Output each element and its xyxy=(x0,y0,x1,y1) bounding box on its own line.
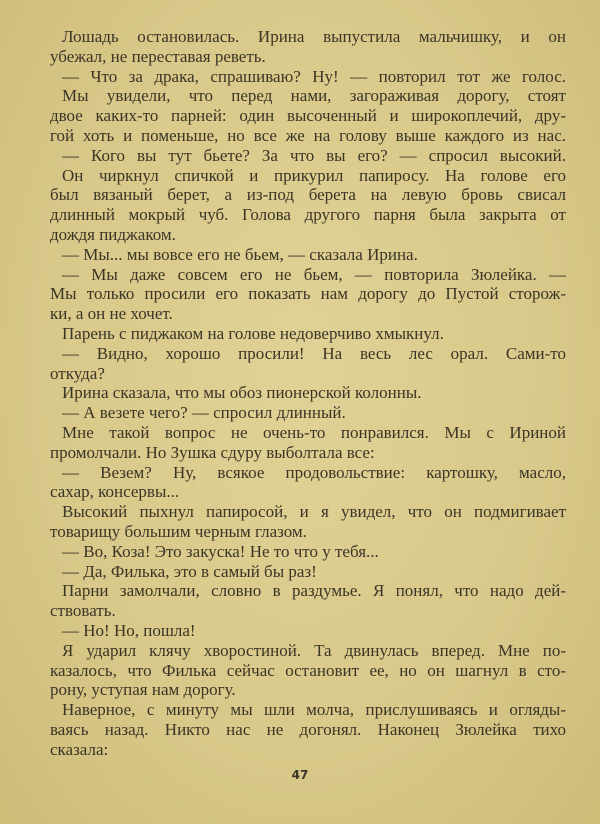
text-line: — Но! Но, пошла! xyxy=(62,620,196,640)
text-line: Мы только просили его показать нам дорогу до Пустой сторож- xyxy=(50,284,566,304)
text-line: Высокий пыхнул папиросой, и я увидел, что он подмигивает xyxy=(62,502,566,522)
text-line: Парень с пиджаком на голове недоверчиво хмыкнул. xyxy=(62,323,444,343)
text-line: гой хоть и поменьше, но все же на голову выше каждого из нас. xyxy=(50,125,566,145)
text-line: дождя пиджаком. xyxy=(50,224,176,244)
text-line: длинный мокрый чуб. Голова другого парня была закрыта от xyxy=(50,205,566,225)
text-line: откуда? xyxy=(50,363,105,383)
text-line: рону, уступая нам дорогу. xyxy=(50,680,236,700)
text-line: — Везем? Ну, всякое продовольствие: картошку, масло, xyxy=(62,462,566,482)
text-line: промолчали. Но Зушка сдуру выболтала все: xyxy=(50,442,375,462)
text-line: ки, а он не хочет. xyxy=(50,304,173,324)
text-line: убежал, не переставая реветь. xyxy=(50,46,266,66)
text-line: ваясь назад. Никто нас не догонял. Наконец Зюлейка тихо xyxy=(50,719,566,739)
text-line: был вязаный берет, а из-под берета на левую бровь свисал xyxy=(50,185,566,205)
text-line: — Мы даже совсем его не бьем, — повторила Зюлейка. — xyxy=(62,264,566,284)
text-line: — Кого вы тут бьете? За что вы его? — спросил высокий. xyxy=(62,145,566,165)
text-line: сахар, консервы... xyxy=(50,482,180,502)
text-line: — А везете чего? — спросил длинный. xyxy=(62,403,346,423)
text-line: казалось, что Филька сейчас остановит ее, но он шагнул в сто- xyxy=(50,660,566,680)
text-line: — Да, Филька, это в самый бы раз! xyxy=(62,561,317,581)
text-line: Наверное, с минуту мы шли молча, прислушиваясь и огляды- xyxy=(62,700,566,720)
text-line: Я ударил клячу хворостиной. Та двинулась вперед. Мне по- xyxy=(62,640,566,660)
text-line: — Что за драка, спрашиваю? Ну! — повторил тот же голос. xyxy=(62,66,566,86)
text-line: — Во, Коза! Это закуска! Не то что у тебя... xyxy=(62,541,379,561)
text-line: Ирина сказала, что мы обоз пионерской колонны. xyxy=(62,383,422,403)
text-line: Мне такой вопрос не очень-то понравился. Мы с Ириной xyxy=(62,422,566,442)
text-line: сказала: xyxy=(50,739,109,759)
text-line: ствовать. xyxy=(50,601,116,621)
text-line: двое каких-то парней: один высоченный и широкоплечий, дру- xyxy=(50,106,566,126)
text-line: Он чиркнул спичкой и прикурил папиросу. На голове его xyxy=(62,165,566,185)
text-line: Лошадь остановилась. Ирина выпустила мальчишку, и он xyxy=(62,27,566,46)
text-line: Мы увидели, что перед нами, загораживая дорогу, стоят xyxy=(62,86,566,106)
text-line: товарищу большим черным глазом. xyxy=(50,521,307,541)
text-line: — Мы... мы вовсе его не бьем, — сказала Ирина. xyxy=(62,244,418,264)
page-number: 47 xyxy=(291,768,309,782)
text-line: — Видно, хорошо просили! На весь лес орал. Сами-то xyxy=(62,343,566,363)
page-body-text xyxy=(50,27,566,759)
text-line: Парни замолчали, словно в раздумье. Я понял, что надо дей- xyxy=(62,581,566,601)
